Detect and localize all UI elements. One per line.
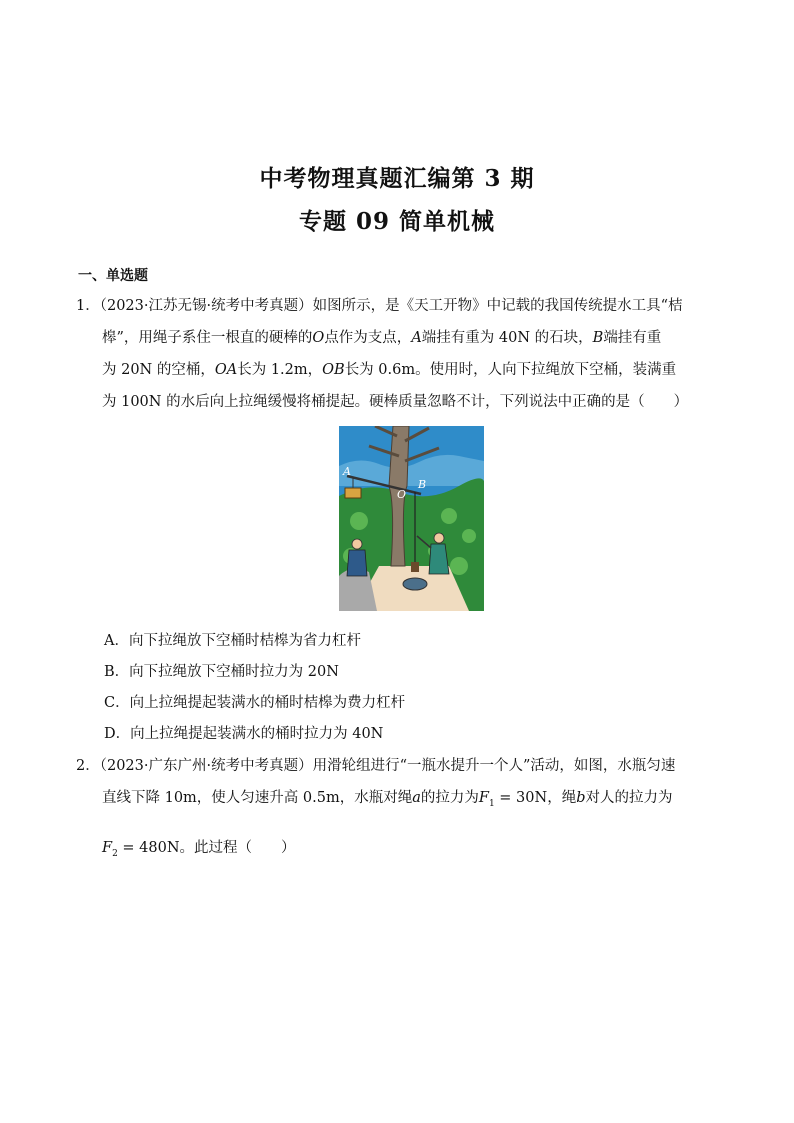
question-source: （2023·江苏无锡·统考中考真题） bbox=[99, 298, 313, 314]
question-1-line-1: 1．（2023·江苏无锡·统考中考真题）如图所示，是《天工开物》中记载的我国传统提水工具“桔 bbox=[76, 298, 683, 314]
label-b: B bbox=[418, 478, 427, 491]
question-2-line-1: 2．（2023·广东广州·统考中考真题）用滑轮组进行“一瓶水提升一个人”活动，如图，水瓶匀速 bbox=[76, 758, 676, 774]
question-1-line-4: 为 100N 的水后向上拉绳缓慢将桶提起。硬棒质量忽略不计，下列说法中正确的是（ ） bbox=[102, 394, 689, 410]
question-number: 2． bbox=[76, 758, 100, 774]
option-d[interactable]: D．向上拉绳提起装满水的桶时拉力为 40N bbox=[104, 726, 384, 742]
label-a: A bbox=[343, 465, 351, 478]
question-2-line-3: $F_2 = 480N$。此过程（ ） bbox=[102, 839, 296, 859]
page-subtitle: 专题 09 简单机械 bbox=[298, 208, 496, 235]
question-1-line-3: 为 20N 的空桶，OA长为 1.2m，OB长为 0.6m。使用时，人向下拉绳放下空桶，装满重 bbox=[102, 362, 677, 378]
option-c[interactable]: C．向上拉绳提起装满水的桶时桔槔为费力杠杆 bbox=[104, 695, 406, 711]
question-source: （2023·广东广州·统考中考真题） bbox=[99, 758, 313, 774]
option-a[interactable]: A．向下拉绳放下空桶时桔槔为省力杠杆 bbox=[104, 633, 361, 649]
question-2-line-2: 直线下降 10m，使人匀速升高 0.5m，水瓶对绳a的拉力为$F_1 = 30N$，绳b对人的拉力为 bbox=[102, 790, 673, 809]
option-b[interactable]: B．向下拉绳放下空桶时拉力为 20N bbox=[104, 664, 339, 680]
label-o: O bbox=[397, 488, 407, 501]
well-sweep-illustration bbox=[339, 426, 484, 611]
question-2 bbox=[76, 750, 726, 870]
section-heading: 一、单选题 bbox=[78, 268, 148, 284]
bucket bbox=[411, 562, 419, 572]
question-1-line-2: 槔”，用绳子系住一根直的硬棒的O点作为支点，A端挂有重为 40N 的石块，B端挂有重 bbox=[102, 330, 662, 346]
page-title: 中考物理真题汇编第 3 期 bbox=[259, 165, 535, 192]
question-1 bbox=[76, 290, 726, 418]
question-number: 1． bbox=[76, 298, 100, 314]
stone-weight bbox=[345, 488, 361, 498]
well bbox=[403, 578, 427, 590]
